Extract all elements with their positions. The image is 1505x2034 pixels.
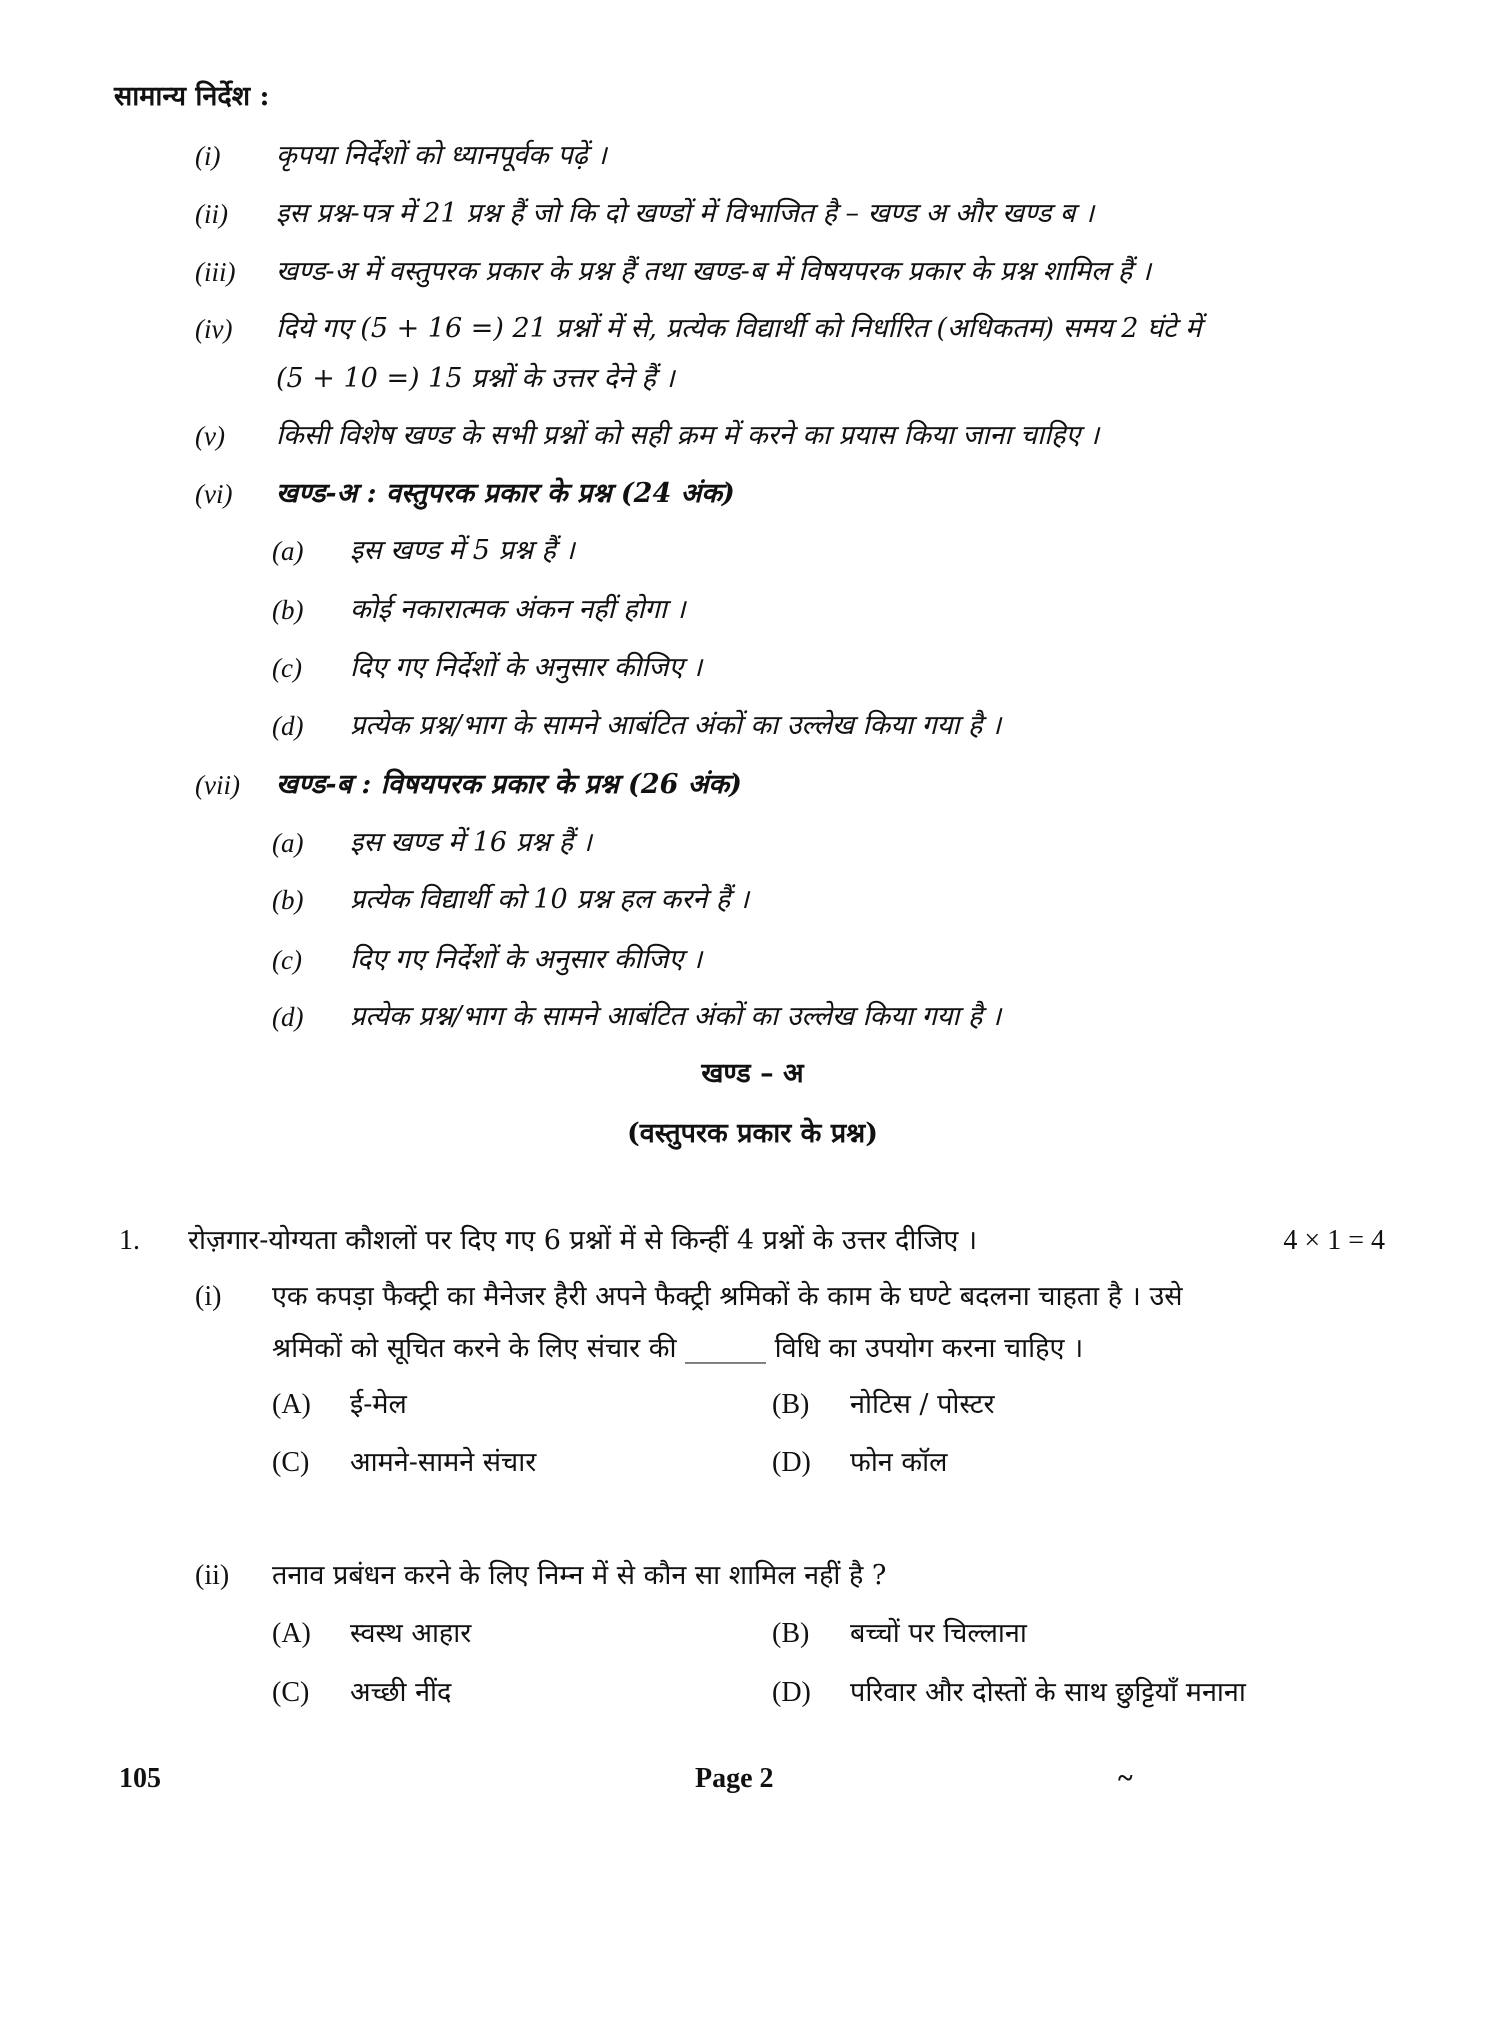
option-label: (D): [772, 1677, 811, 1708]
instruction-number: (i): [195, 141, 221, 171]
option-text: परिवार और दोस्तों के साथ छुट्टियाँ मनाना: [850, 1677, 1246, 1708]
option-text: आमने-सामने संचार: [350, 1447, 537, 1478]
footer-mark: ~: [1118, 1763, 1133, 1794]
sub-instruction-number: (c): [272, 945, 302, 975]
instruction-text: किसी विशेष खण्ड के सभी प्रश्नों को सही क्रम में करने का प्रयास किया जाना चाहिए ।: [276, 420, 1100, 451]
instruction-text: खण्ड-अ : वस्तुपरक प्रकार के प्रश्न (24 अंक): [276, 478, 735, 509]
instruction-text: इस प्रश्न-पत्र में 21 प्रश्न हैं जो कि दो खण्डों में विभाजित है – खण्ड अ और खण्ड ब ।: [276, 198, 1095, 229]
option-text: बच्चों पर चिल्लाना: [850, 1618, 1027, 1649]
instruction-text: खण्ड-अ में वस्तुपरक प्रकार के प्रश्न हैं तथा खण्ड-ब में विषयपरक प्रकार के प्रश्न शामिल हैं ।: [276, 256, 1152, 287]
instruction-text-continued: (5 + 10 =) 15 प्रश्नों के उत्तर देने हैं ।: [276, 363, 675, 394]
sub-instruction-number: (d): [272, 1002, 304, 1032]
sub-instruction-number: (a): [272, 536, 304, 566]
sub-instruction-number: (c): [272, 653, 302, 683]
option-text: नोटिस / पोस्टर: [850, 1389, 995, 1420]
sub-instruction-number: (a): [272, 828, 304, 858]
page-number: Page 2: [695, 1763, 774, 1794]
sub-instruction-text: कोई नकारात्मक अंकन नहीं होगा ।: [350, 594, 686, 625]
sub-instruction-text: इस खण्ड में 5 प्रश्न हैं ।: [350, 535, 575, 566]
instruction-number: (vii): [195, 770, 240, 800]
sub-instruction-text: प्रत्येक प्रश्न/भाग के सामने आबंटित अंकों का उल्लेख किया गया है ।: [350, 1001, 1002, 1032]
sub-instruction-text: दिए गए निर्देशों के अनुसार कीजिए ।: [350, 652, 703, 683]
option-label: (A): [272, 1618, 311, 1649]
instruction-text: कृपया निर्देशों को ध्यानपूर्वक पढ़ें ।: [276, 140, 607, 171]
sub-instruction-text: दिए गए निर्देशों के अनुसार कीजिए ।: [350, 944, 703, 975]
question-text: रोज़गार-योग्यता कौशलों पर दिए गए 6 प्रश्नों में से किन्हीं 4 प्रश्नों के उत्तर दीजिए ।: [188, 1225, 978, 1256]
sub-instruction-number: (b): [272, 885, 304, 915]
option-label: (D): [772, 1447, 811, 1478]
section-subtitle: (वस्तुपरक प्रकार के प्रश्न): [626, 1118, 879, 1149]
sub-instruction-number: (b): [272, 595, 304, 625]
instruction-number: (v): [195, 421, 225, 451]
option-text: स्वस्थ आहार: [350, 1618, 472, 1649]
question-number: 1.: [119, 1225, 140, 1256]
sub-instruction-number: (d): [272, 711, 304, 741]
paper-code: 105: [119, 1763, 161, 1794]
instruction-text: खण्ड-ब : विषयपरक प्रकार के प्रश्न (26 अंक): [276, 769, 742, 800]
instruction-number: (iii): [195, 257, 236, 287]
sub-instruction-text: प्रत्येक प्रश्न/भाग के सामने आबंटित अंकों का उल्लेख किया गया है ।: [350, 710, 1002, 741]
option-text: अच्छी नींद: [350, 1677, 452, 1708]
sub-question-number: (ii): [195, 1560, 230, 1591]
instruction-number: (iv): [195, 314, 233, 344]
question-marks: 4 × 1 = 4: [1283, 1225, 1385, 1256]
instruction-number: (ii): [195, 199, 228, 229]
option-text: ई-मेल: [350, 1389, 407, 1420]
option-text: फोन कॉल: [850, 1447, 948, 1478]
sub-question-number: (i): [195, 1281, 222, 1312]
instruction-text: दिये गए (5 + 16 =) 21 प्रश्नों में से, प्रत्येक विद्यार्थी को निर्धारित (अधिकतम) समय 2 घंटे में: [276, 313, 1202, 344]
sub-question-text: तनाव प्रबंधन करने के लिए निम्न में से कौन सा शामिल नहीं है ?: [272, 1560, 887, 1591]
option-label: (B): [772, 1618, 810, 1649]
sub-instruction-text: प्रत्येक विद्यार्थी को 10 प्रश्न हल करने हैं ।: [350, 884, 750, 915]
sub-instruction-text: इस खण्ड में 16 प्रश्न हैं ।: [350, 827, 592, 858]
section-title: खण्ड – अ: [701, 1058, 804, 1089]
option-label: (A): [272, 1389, 311, 1420]
option-label: (C): [272, 1677, 310, 1708]
sub-question-text-continued: श्रमिकों को सूचित करने के लिए संचार की ______ विधि का उपयोग करना चाहिए ।: [272, 1333, 1084, 1364]
option-label: (B): [772, 1389, 810, 1420]
instruction-number: (vi): [195, 479, 233, 509]
sub-question-text: एक कपड़ा फैक्ट्री का मैनेजर हैरी अपने फैक्ट्री श्रमिकों के काम के घण्टे बदलना चाहता है । उसे: [272, 1281, 1183, 1312]
instructions-heading: सामान्य निर्देश :: [114, 81, 270, 112]
option-label: (C): [272, 1447, 310, 1478]
